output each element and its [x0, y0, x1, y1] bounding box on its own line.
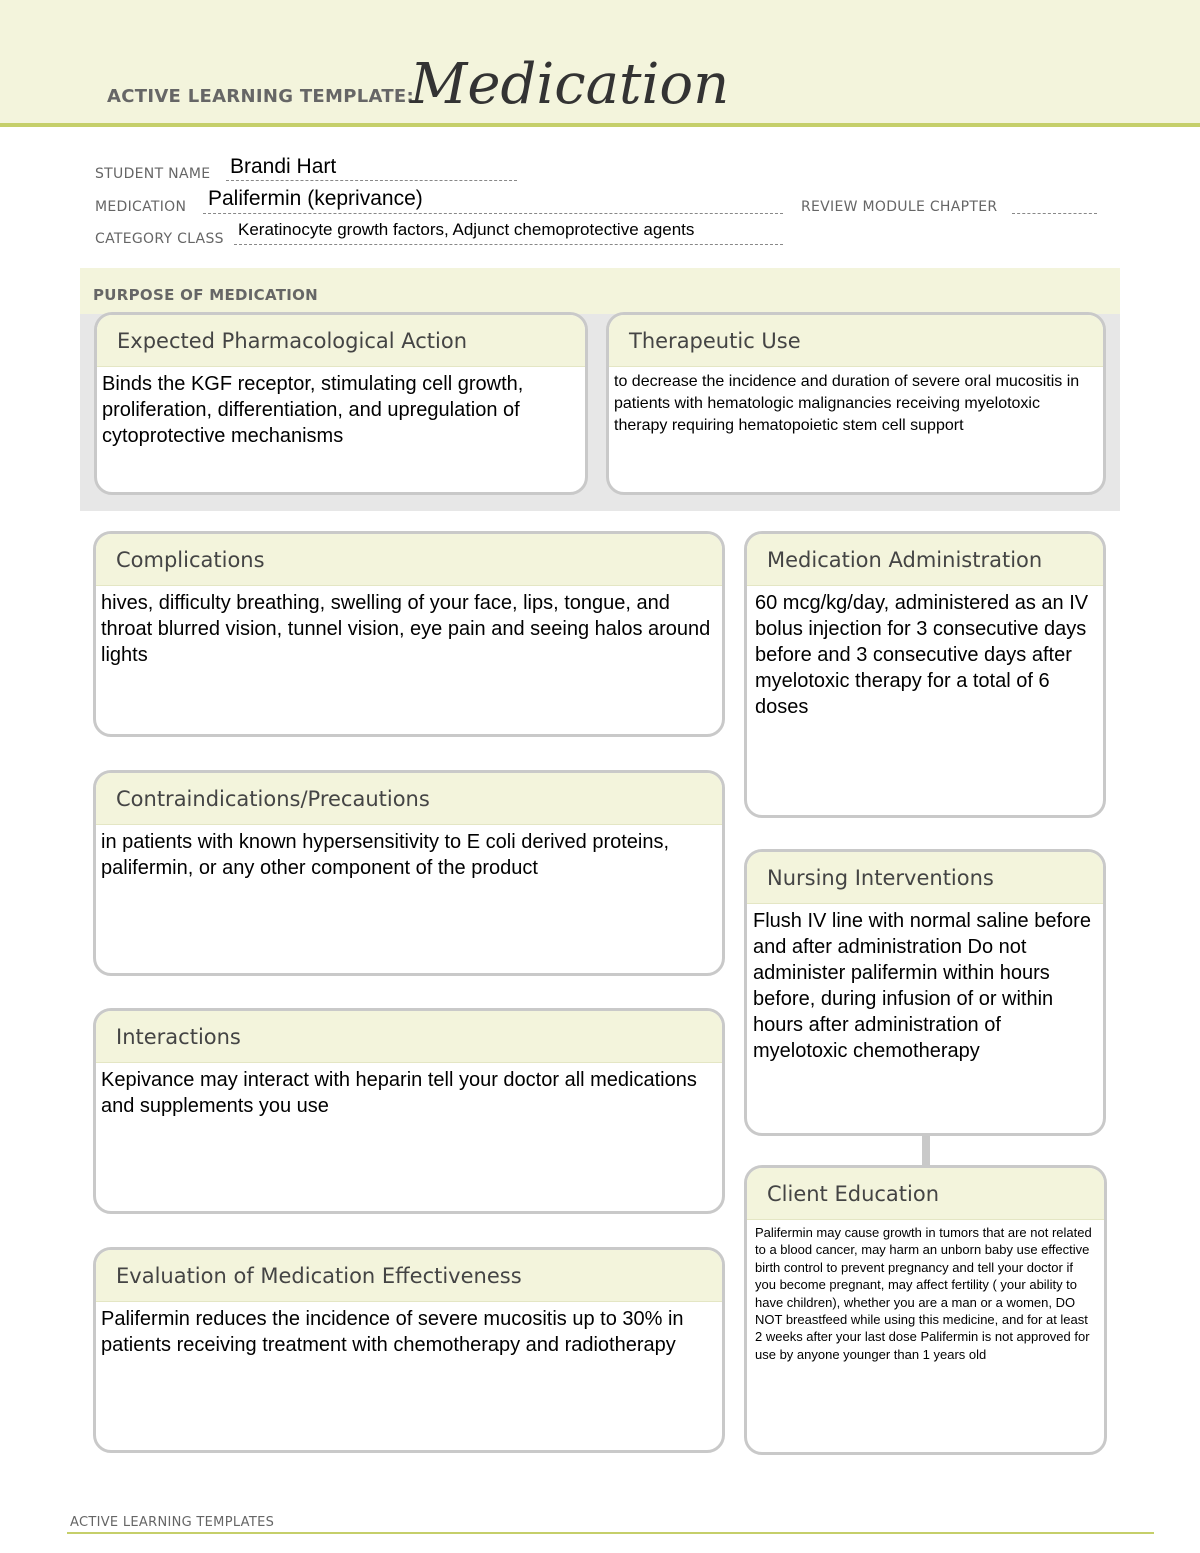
- medication-administration-text: 60 mcg/kg/day, administered as an IV bolus injection for 3 consecutive days before and 3 consecutive days after myelotoxic therapy for a total of 6 doses: [755, 592, 1089, 718]
- footer-divider: [67, 1532, 1154, 1534]
- nursing-interventions-box[interactable]: [744, 849, 1106, 1136]
- category-class-label: CATEGORY CLASS: [95, 231, 224, 247]
- template-label: ACTIVE LEARNING TEMPLATE:: [107, 86, 414, 107]
- medication-label: MEDICATION: [95, 199, 187, 215]
- evaluation-box[interactable]: [93, 1247, 725, 1453]
- page-title: Medication: [410, 52, 730, 117]
- evaluation-title: Evaluation of Medication Effectiveness: [96, 1250, 722, 1302]
- expected-action-text: Binds the KGF receptor, stimulating cell growth, proliferation, differentiation, and upregulation of cytoprotective mechanisms: [102, 373, 524, 447]
- expected-action-title: Expected Pharmacological Action: [97, 315, 585, 367]
- category-class-field[interactable]: Keratinocyte growth factors, Adjunct chemoprotective agents: [238, 220, 695, 239]
- student-name-field[interactable]: Brandi Hart: [230, 155, 337, 178]
- review-module-line: [1012, 213, 1097, 214]
- interactions-box[interactable]: [93, 1008, 725, 1214]
- contraindications-title: Contraindications/Precautions: [96, 773, 722, 825]
- interactions-text: Kepivance may interact with heparin tell your doctor all medications and supplements you use: [101, 1069, 697, 1117]
- therapeutic-use-title: Therapeutic Use: [609, 315, 1103, 367]
- expected-action-box[interactable]: [94, 312, 588, 495]
- complications-title: Complications: [96, 534, 722, 586]
- review-module-label: REVIEW MODULE CHAPTER: [801, 199, 998, 215]
- medication-line: [203, 213, 783, 214]
- student-name-line: [226, 180, 517, 181]
- medication-administration-box[interactable]: [744, 531, 1106, 818]
- client-education-title: Client Education: [747, 1168, 1104, 1220]
- therapeutic-use-text: to decrease the incidence and duration of severe oral mucositis in patients with hematologic malignancies receiving myelotoxic therapy requiring hematopoietic stem cell support: [614, 373, 1080, 434]
- header-divider: [0, 123, 1200, 127]
- footer-label: ACTIVE LEARNING TEMPLATES: [70, 1515, 275, 1530]
- complications-box[interactable]: [93, 531, 725, 737]
- contraindications-box[interactable]: [93, 770, 725, 976]
- contraindications-text: in patients with known hypersensitivity to E coli derived proteins, palifermin, or any other component of the product: [101, 831, 670, 879]
- medication-administration-title: Medication Administration: [747, 534, 1103, 586]
- client-education-box[interactable]: [744, 1165, 1107, 1455]
- medication-field[interactable]: Palifermin (keprivance): [208, 187, 423, 210]
- interactions-title: Interactions: [96, 1011, 722, 1063]
- therapeutic-use-box[interactable]: [606, 312, 1106, 495]
- student-name-label: STUDENT NAME: [95, 166, 211, 182]
- purpose-label: PURPOSE OF MEDICATION: [93, 286, 319, 304]
- client-education-text: Palifermin may cause growth in tumors that are not related to a blood cancer, may harm an unborn baby use effective birth control to prevent pregnancy and tell your doctor if you become pregnant, may affect fertility ( your ability to have children), whether you are a man or a women, DO NOT breastfeed while using this medicine, and for at least 2 weeks after your last dose Palifermin is not approved for use by anyone younger than 1 years old: [755, 1225, 1092, 1362]
- complications-text: hives, difficulty breathing, swelling of your face, lips, tongue, and throat blurred vision, tunnel vision, eye pain and seeing halos around lights: [101, 592, 711, 666]
- evaluation-text: Palifermin reduces the incidence of severe mucositis up to 30% in patients receiving treatment with chemotherapy and radiotherapy: [101, 1308, 684, 1356]
- category-class-line: [234, 244, 783, 245]
- box-connector: [922, 1135, 930, 1167]
- nursing-interventions-title: Nursing Interventions: [747, 852, 1103, 904]
- nursing-interventions-text: Flush IV line with normal saline before and after administration Do not administer palifermin within hours before, during infusion of or within hours after administration of myelotoxic chemotherapy: [753, 910, 1091, 1062]
